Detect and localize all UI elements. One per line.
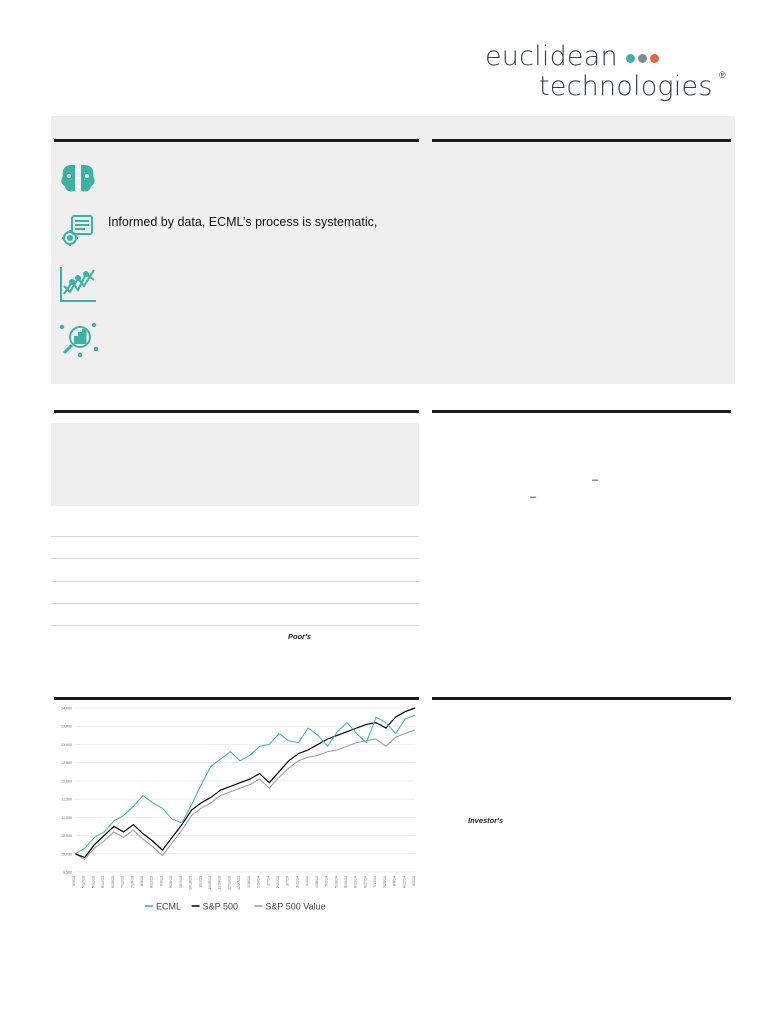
- x-tick-label: 6/13/14: [353, 876, 358, 888]
- series-line-ecml: [75, 715, 415, 854]
- x-tick-label: 3/7/14: [285, 876, 290, 886]
- data-settings-icon: [58, 210, 98, 250]
- table-divider: [51, 603, 419, 604]
- series-line-s-p-500-value: [75, 730, 415, 859]
- logo-dots: [626, 54, 659, 63]
- logo-text-line1: euclidean: [485, 41, 618, 72]
- x-tick-label: 7/26/13: [130, 876, 135, 888]
- x-tick-label: 11/15/13: [208, 876, 212, 890]
- legend-label: S&P 500: [202, 901, 238, 912]
- ai-brain-icon: [58, 158, 98, 198]
- x-tick-label: 8/9/13: [140, 876, 144, 886]
- legend-label: ECML: [156, 901, 182, 912]
- dash-mark: –: [592, 474, 599, 486]
- x-tick-label: 10/18/13: [188, 876, 193, 890]
- section-rule: [432, 697, 731, 700]
- x-tick-label: 9/6/13: [159, 876, 164, 886]
- investor-note: Investor's: [468, 816, 504, 825]
- x-tick-label: 9/5/14: [412, 876, 416, 886]
- y-tick-label: 9,500: [63, 870, 72, 875]
- stats-grey-box: [51, 423, 419, 506]
- y-tick-label: 12,000: [61, 779, 72, 784]
- x-tick-label: 10/4/13: [178, 876, 183, 888]
- logo-dot-orange: [650, 54, 659, 63]
- analytics-magnifier-icon: [58, 319, 98, 359]
- x-tick-label: 1/24/14: [256, 876, 261, 888]
- dash-mark: –: [530, 491, 537, 503]
- y-tick-label: 13,500: [61, 724, 72, 729]
- x-tick-label: 7/25/14: [382, 876, 387, 888]
- x-tick-label: 9/20/13: [169, 876, 174, 888]
- x-tick-label: 11/1/13: [198, 876, 203, 888]
- table-divider: [51, 625, 419, 626]
- y-tick-label: 12,500: [61, 761, 72, 766]
- line-graph-icon: [58, 264, 98, 304]
- y-tick-label: 11,500: [61, 797, 72, 802]
- x-tick-label: 8/22/14: [402, 876, 407, 888]
- x-tick-label: 12/13/13: [227, 876, 232, 890]
- x-tick-label: 6/27/14: [363, 876, 368, 888]
- x-tick-label: 4/18/14: [314, 876, 319, 888]
- y-tick-label: 13,000: [61, 742, 72, 747]
- x-tick-label: 4/4/14: [305, 876, 310, 886]
- y-tick-label: 10,500: [61, 834, 72, 839]
- x-tick-label: 5/16/14: [334, 876, 339, 888]
- x-tick-label: 5/31/13: [91, 876, 96, 888]
- section-rule: [432, 410, 731, 413]
- feature-text-2: Informed by data, ECML’s process is systematic,: [108, 215, 378, 229]
- x-tick-label: 5/30/14: [344, 876, 348, 888]
- logo-dot-teal: [626, 54, 635, 63]
- y-tick-label: 10,000: [61, 852, 72, 857]
- performance-chart-svg: [51, 700, 421, 918]
- x-tick-label: 5/17/13: [81, 876, 86, 888]
- x-tick-label: 8/8/14: [392, 876, 397, 886]
- company-logo: [483, 42, 733, 112]
- x-tick-label: 6/14/13: [101, 876, 106, 888]
- x-tick-label: 2/21/14: [276, 876, 280, 888]
- x-tick-label: 7/11/14: [373, 876, 378, 888]
- y-tick-label: 11,000: [61, 815, 72, 820]
- x-tick-label: 3/21/14: [295, 876, 300, 888]
- table-divider: [51, 536, 419, 537]
- table-divider: [51, 581, 419, 582]
- x-tick-label: 11/29/13: [217, 876, 222, 890]
- registered-mark: ®: [719, 70, 726, 80]
- performance-chart: [51, 700, 421, 918]
- section-rule: [54, 410, 419, 413]
- section-rule: [54, 139, 419, 142]
- x-tick-label: 2/7/14: [266, 876, 271, 886]
- legend-label: S&P 500 Value: [265, 901, 326, 912]
- overview-panel: [51, 116, 735, 384]
- x-tick-label: 7/12/13: [120, 876, 125, 888]
- logo-text-line2: technologies: [539, 71, 713, 102]
- x-tick-label: 6/28/13: [110, 876, 115, 888]
- x-tick-label: 12/27/13: [237, 876, 242, 890]
- y-tick-label: 14,000: [61, 706, 72, 711]
- source-note: Poor's: [288, 632, 312, 641]
- logo-dot-grey: [638, 54, 647, 63]
- x-tick-label: 1/10/14: [246, 876, 251, 888]
- section-rule: [432, 139, 731, 142]
- x-tick-label: 8/23/13: [149, 876, 154, 888]
- x-tick-label: 5/3/13: [72, 876, 76, 886]
- table-divider: [51, 558, 419, 559]
- x-tick-label: 5/2/14: [324, 876, 329, 886]
